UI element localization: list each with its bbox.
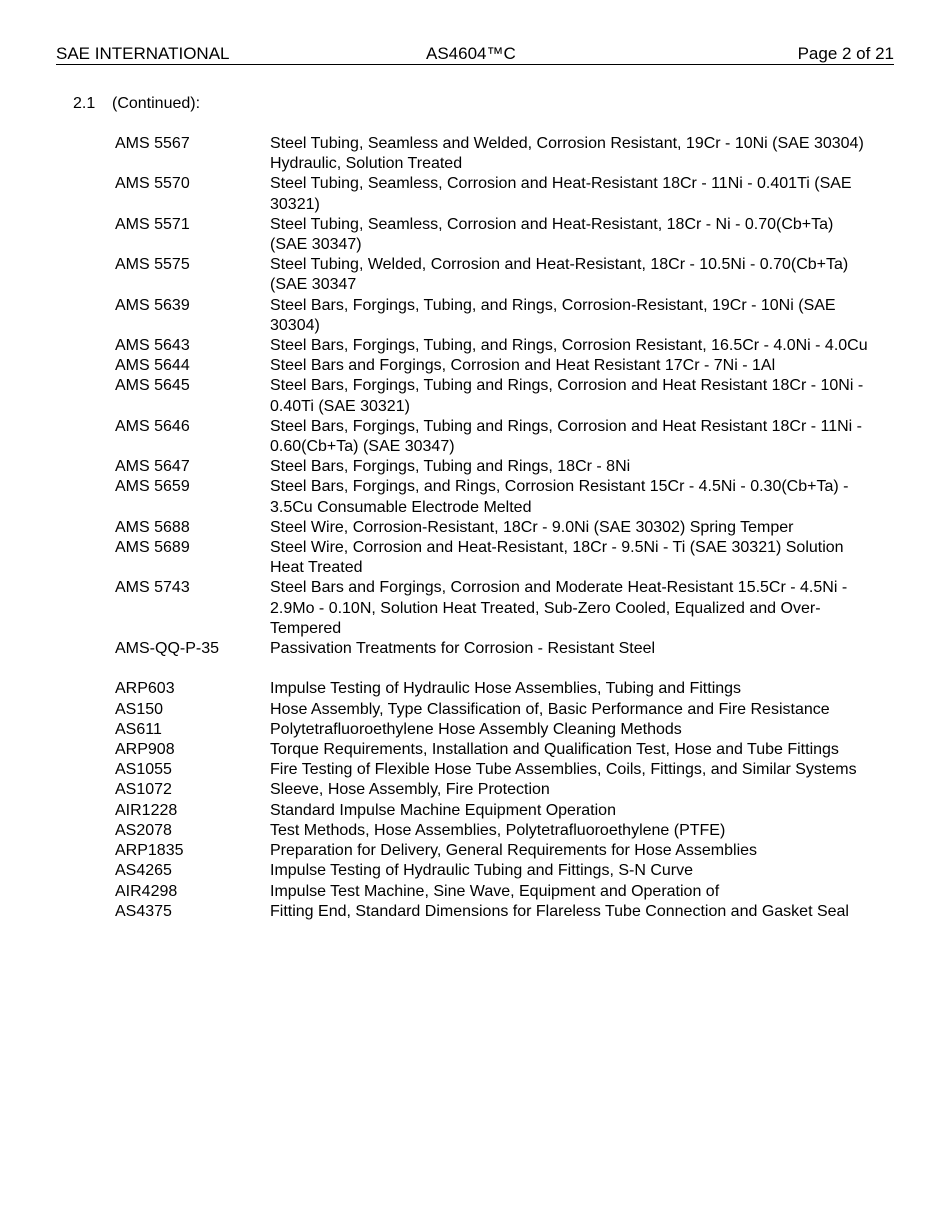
reference-code: AS4375 (115, 902, 172, 920)
reference-row (115, 215, 875, 255)
header-page-number: Page 2 of 21 (797, 44, 894, 63)
reference-row (115, 700, 875, 720)
reference-code: ARP908 (115, 741, 175, 759)
reference-code: AMS 5570 (115, 175, 190, 193)
reference-code: ARP1835 (115, 842, 184, 860)
header-org: SAE INTERNATIONAL (56, 44, 230, 63)
reference-code: AMS 5575 (115, 256, 190, 274)
reference-title: Steel Tubing, Seamless and Welded, Corrosion Resistant, 19Cr - 10Ni (SAE 30304) Hydraulic, Solution Treated (270, 135, 864, 173)
reference-code: AS611 (115, 720, 162, 738)
reference-row (115, 740, 875, 760)
reference-title: Steel Bars, Forgings, and Rings, Corrosion Resistant 15Cr - 4.5Ni - 0.30(Cb+Ta) - 3.5Cu Consumable Electrode Melted (270, 478, 849, 516)
reference-title: Impulse Test Machine, Sine Wave, Equipment and Operation of (270, 882, 720, 900)
reference-code: AMS 5644 (115, 357, 190, 375)
reference-code: AMS 5639 (115, 296, 190, 314)
reference-title: Hose Assembly, Type Classification of, Basic Performance and Fire Resistance (270, 700, 830, 718)
reference-code: AMS 5689 (115, 539, 190, 557)
reference-row (115, 882, 875, 902)
reference-title: Standard Impulse Machine Equipment Operation (270, 801, 616, 819)
reference-row (115, 861, 875, 881)
reference-code: AMS 5567 (115, 135, 190, 152)
reference-row (115, 780, 875, 800)
reference-code: AMS 5645 (115, 377, 190, 395)
reference-row (115, 296, 875, 336)
reference-code: AIR1228 (115, 801, 178, 819)
reference-row (115, 477, 875, 517)
reference-title: Preparation for Delivery, General Requirements for Hose Assemblies (270, 842, 758, 860)
section-number: 2.1 (73, 95, 96, 112)
reference-list (115, 134, 875, 922)
reference-row (115, 841, 875, 861)
reference-row (115, 760, 875, 780)
reference-code: ARP603 (115, 680, 175, 698)
reference-title: Steel Wire, Corrosion and Heat-Resistant, 18Cr - 9.5Ni - Ti (SAE 30321) Solution Heat Treated (270, 539, 844, 577)
reference-code: AMS 5688 (115, 518, 190, 536)
reference-title: Steel Bars, Forgings, Tubing and Rings, Corrosion and Heat Resistant 18Cr - 10Ni - 0.40Ti (SAE 30321) (270, 377, 864, 415)
reference-row (115, 255, 875, 295)
reference-row (115, 902, 875, 922)
reference-code: AS2078 (115, 821, 172, 839)
reference-title: Steel Tubing, Seamless, Corrosion and Heat-Resistant 18Cr - 11Ni - 0.401Ti (SAE 30321) (270, 175, 852, 213)
reference-row (115, 679, 875, 699)
reference-title: Steel Wire, Corrosion-Resistant, 18Cr - 9.0Ni (SAE 30302) Spring Temper (270, 518, 794, 536)
reference-row (115, 801, 875, 821)
reference-title: Impulse Testing of Hydraulic Tubing and Fittings, S-N Curve (270, 862, 694, 880)
reference-code: AMS 5643 (115, 337, 190, 355)
reference-code: AMS 5571 (115, 215, 190, 233)
reference-title: Fire Testing of Flexible Hose Tube Assemblies, Coils, Fittings, and Similar Systems (270, 761, 857, 779)
reference-title: Steel Bars, Forgings, Tubing, and Rings, Corrosion Resistant, 16.5Cr - 4.0Ni - 4.0Cu (270, 337, 868, 355)
reference-code: AS1072 (115, 781, 172, 799)
reference-title: Steel Bars and Forgings, Corrosion and Heat Resistant 17Cr - 7Ni - 1Al (270, 357, 776, 375)
header-doc-number: AS4604™C (426, 44, 516, 63)
reference-code: AMS 5743 (115, 579, 190, 597)
reference-code: AMS-QQ-P-35 (115, 640, 220, 658)
reference-row (115, 417, 875, 457)
reference-row (115, 538, 875, 578)
reference-title: Test Methods, Hose Assemblies, Polytetrafluoroethylene (PTFE) (270, 821, 726, 839)
reference-row (115, 518, 875, 538)
reference-row (115, 356, 875, 376)
reference-code: AS4265 (115, 862, 172, 880)
reference-row (115, 821, 875, 841)
reference-code: AIR4298 (115, 882, 178, 900)
reference-title: Steel Bars, Forgings, Tubing and Rings, 18Cr - 8Ni (270, 458, 631, 476)
reference-row (115, 134, 875, 174)
reference-title: Impulse Testing of Hydraulic Hose Assemblies, Tubing and Fittings (270, 680, 742, 698)
reference-title: Steel Tubing, Welded, Corrosion and Heat-Resistant, 18Cr - 10.5Ni - 0.70(Cb+Ta) (SAE 30347 (270, 256, 849, 294)
section-label: (Continued): (112, 95, 201, 112)
reference-code: AS1055 (115, 761, 172, 779)
reference-code: AMS 5647 (115, 458, 190, 476)
reference-code: AS150 (115, 700, 164, 718)
reference-title: Steel Bars, Forgings, Tubing and Rings, Corrosion and Heat Resistant 18Cr - 11Ni - 0.60(Cb+Ta) (SAE 30347) (270, 417, 862, 456)
reference-row (115, 174, 875, 214)
reference-code: AMS 5659 (115, 478, 190, 496)
reference-code: AMS 5646 (115, 417, 190, 435)
reference-title: Fitting End, Standard Dimensions for Flareless Tube Connection and Gasket Seal (270, 902, 849, 920)
reference-title: Passivation Treatments for Corrosion - Resistant Steel (270, 640, 656, 658)
page-header (56, 44, 894, 65)
reference-title: Torque Requirements, Installation and Qualification Test, Hose and Tube Fittings (270, 741, 839, 759)
reference-row (115, 639, 875, 659)
reference-title: Steel Bars, Forgings, Tubing, and Rings, Corrosion-Resistant, 19Cr - 10Ni (SAE 30304) (270, 296, 836, 334)
reference-row (115, 578, 875, 639)
reference-title: Steel Tubing, Seamless, Corrosion and Heat-Resistant, 18Cr - Ni - 0.70(Cb+Ta) (SAE 30347) (270, 215, 834, 254)
group-spacer (115, 659, 875, 679)
reference-title: Steel Bars and Forgings, Corrosion and Moderate Heat-Resistant 15.5Cr - 4.5Ni - 2.9Mo - 0.10N, Solution Heat Treated, Sub-Zero Cooled, Equalized and Over-Tempered (270, 579, 848, 637)
reference-row (115, 457, 875, 477)
section-heading (73, 94, 200, 114)
reference-title: Sleeve, Hose Assembly, Fire Protection (270, 781, 550, 799)
reference-row (115, 720, 875, 740)
reference-title: Polytetrafluoroethylene Hose Assembly Cleaning Methods (270, 720, 682, 738)
reference-row (115, 376, 875, 416)
reference-row (115, 336, 875, 356)
